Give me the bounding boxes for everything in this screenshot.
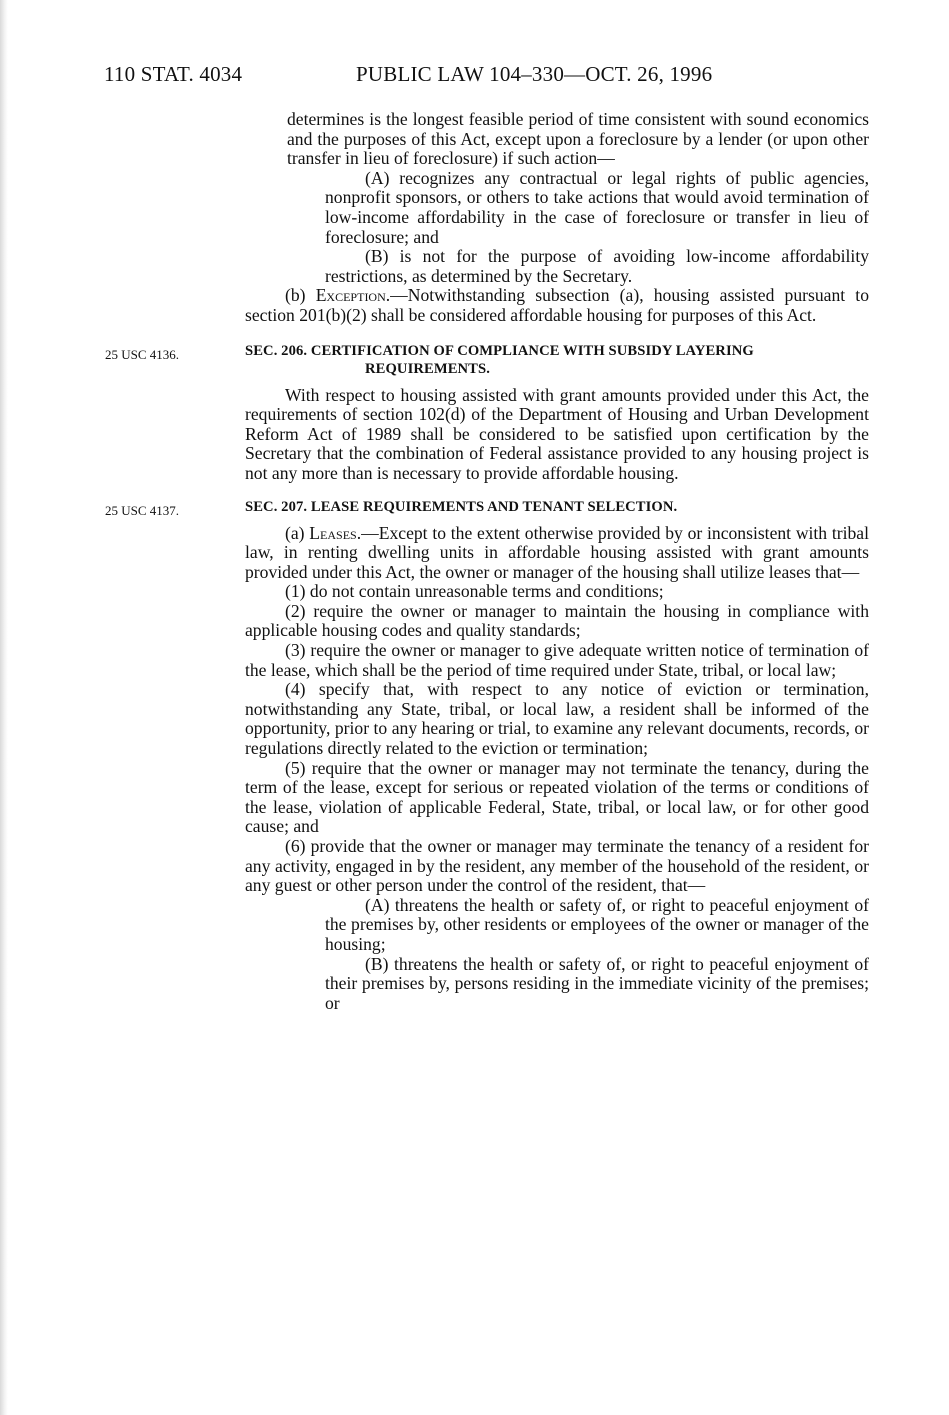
- continuation-paragraph: determines is the longest feasible period of time consistent with sound economics and the purposes of this Act, except upon a foreclosure by a lender (or upon other transfer in lieu of foreclosure) if such action—: [287, 109, 869, 169]
- lease-item-1: (1) do not contain unreasonable terms and conditions;: [285, 581, 664, 602]
- exception-label: (b): [285, 285, 316, 306]
- leases-text: .—Except to the extent otherwise provided by or inconsistent with tribal law, in renting dwelling units in affordable housing assisted with grant amounts provided under this Act, the owner or manager of the housing shall utilize leases that—: [245, 522, 869, 582]
- clause-b: (B) is not for the purpose of avoiding low-income affordability restrictions, as determined by the Secretary.: [325, 246, 869, 286]
- section-207-heading: SEC. 207. LEASE REQUIREMENTS AND TENANT SELECTION.: [245, 498, 678, 515]
- clause-a: (A) recognizes any contractual or legal rights of public agencies, nonprofit sponsors, or others to take actions that would avoid termination of low-income affordability in the case of foreclosure or transfer in lieu of foreclosure; and: [325, 167, 869, 247]
- section-206: [105, 342, 869, 484]
- leases-heading: Leases: [309, 522, 357, 543]
- page-header: [104, 62, 784, 90]
- exception-paragraph: [245, 286, 869, 325]
- usc-citation-206: 25 USC 4136.: [105, 346, 180, 362]
- exception-text: .—Notwithstanding subsection (a), housing assisted pursuant to section 201(b)(2) shall be considered affordable housing for purposes of this Act.: [245, 285, 869, 325]
- lease-subitem-b: (B) threatens the health or safety of, or right to peaceful enjoyment of their premises by, persons residing in the immediate vicinity of the premises; or: [325, 953, 869, 1013]
- page-body: [105, 109, 869, 1013]
- lease-item-2: (2) require the owner or manager to maintain the housing in compliance with applicable housing codes and quality standards;: [245, 600, 869, 641]
- lease-item-4: (4) specify that, with respect to any notice of eviction or termination, notwithstanding any State, tribal, or local law, a resident shall be informed of the opportunity, prior to any hearing or trial, to examine any relevant documents, records, or regulations directly related to the eviction or termination;: [245, 679, 869, 759]
- usc-citation-207: 25 USC 4137.: [105, 502, 180, 518]
- lease-item-3: (3) require the owner or manager to give adequate written notice of termination of the lease, which shall be the period of time required under State, tribal, or local law;: [245, 640, 869, 680]
- leases-label: (a): [285, 522, 310, 543]
- public-law-title: PUBLIC LAW 104–330—OCT. 26, 1996: [356, 62, 713, 86]
- statute-page-number: 110 STAT. 4034: [104, 62, 243, 86]
- section-207: [105, 498, 869, 1014]
- exception-heading: Exception: [315, 285, 386, 306]
- section-206-heading: SEC. 206. CERTIFICATION OF COMPLIANCE WITH SUBSIDY LAYERING REQUIREMENTS.: [245, 342, 754, 377]
- lease-item-6: (6) provide that the owner or manager may terminate the tenancy of a resident for any activity, engaged in by the resident, any member of the household of the resident, or any guest or other person under the control of the resident, that—: [245, 836, 869, 896]
- section-206-text: With respect to housing assisted with grant amounts provided under this Act, the requirements of section 102(d) of the Department of Housing and Urban Development Reform Act of 1989 shall be considered to be satisfied upon certification by the Secretary that the combination of Federal assistance provided to any housing project is not any more than is necessary to provide affordable housing.: [245, 384, 869, 483]
- page-edge-shadow: [0, 0, 8, 1415]
- lease-subitem-a: (A) threatens the health or safety of, or right to peaceful enjoyment of the premises by, other residents or employees of the owner or manager of the housing;: [325, 894, 869, 954]
- subsection-a-leases: [245, 524, 869, 583]
- lease-item-5: (5) require that the owner or manager may not terminate the tenancy, during the term of the lease, except for serious or repeated violation of the terms or conditions of the lease, violation of applicable Federal, State, tribal, or local law, or for other good cause; and: [245, 757, 869, 837]
